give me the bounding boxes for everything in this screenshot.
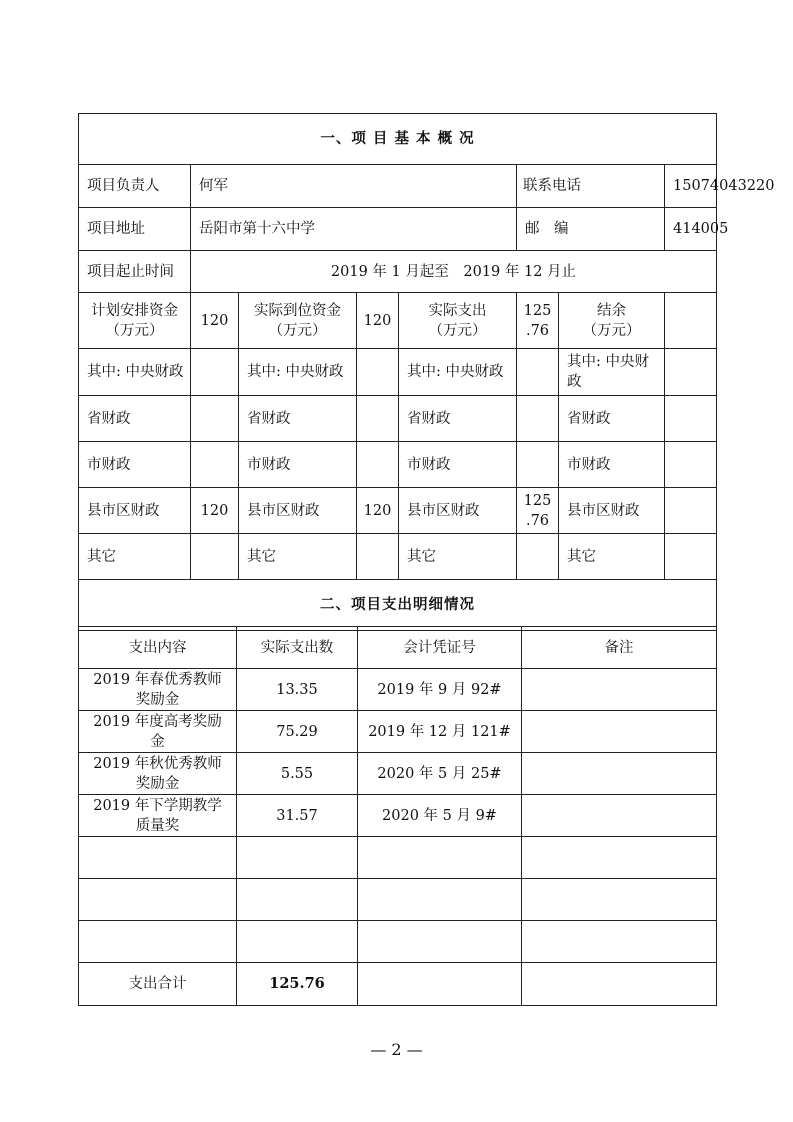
spent-amount bbox=[517, 534, 559, 580]
expense-content-line1: 2019 年春优秀教师 bbox=[93, 671, 222, 688]
expense-content-line1: 2019 年度高考奖励 bbox=[93, 713, 222, 730]
funds-source-label: 市财政 bbox=[559, 442, 665, 488]
funds-source-label: 其中: 中央财政 bbox=[399, 349, 517, 396]
spent-amount bbox=[517, 396, 559, 442]
balance-value bbox=[665, 293, 717, 349]
received-amount bbox=[357, 442, 399, 488]
expense-amount bbox=[237, 879, 358, 921]
total-row bbox=[79, 963, 717, 1006]
section1-title: 一、项 目 基 本 概 况 bbox=[79, 114, 717, 165]
phone-label-text: 联系电话 bbox=[523, 178, 581, 194]
expense-amount: 75.29 bbox=[237, 711, 358, 753]
expense-content bbox=[79, 753, 237, 795]
funds-source-label: 省财政 bbox=[559, 396, 665, 442]
project-overview-table bbox=[78, 113, 775, 631]
total-label: 支出合计 bbox=[79, 963, 237, 1006]
expense-amount: 13.35 bbox=[237, 669, 358, 711]
table-row bbox=[79, 669, 717, 711]
funds-row-province bbox=[79, 396, 717, 442]
expense-amount bbox=[237, 837, 358, 879]
expense-content-line1: 2019 年下学期教学 bbox=[93, 797, 222, 814]
spent-amount-line1: 125 bbox=[523, 492, 552, 509]
total-note-empty bbox=[522, 963, 717, 1006]
expense-note bbox=[522, 921, 717, 963]
received-amount bbox=[357, 396, 399, 442]
funds-source-label: 市财政 bbox=[239, 442, 357, 488]
spent-funds-value-line2: .76 bbox=[525, 322, 550, 339]
planned-amount bbox=[191, 349, 239, 396]
expense-amount: 5.55 bbox=[237, 753, 358, 795]
funds-source-label: 市财政 bbox=[79, 442, 191, 488]
table-row bbox=[79, 711, 717, 753]
column-header: 实际支出数 bbox=[237, 627, 358, 669]
period-label: 项目起止时间 bbox=[79, 251, 191, 293]
spent-funds-value-line1: 125 bbox=[523, 302, 552, 319]
expense-amount bbox=[237, 921, 358, 963]
voucher-number bbox=[358, 879, 522, 921]
leader-value: 何军 bbox=[191, 165, 517, 208]
expense-note bbox=[522, 795, 717, 837]
planned-amount: 120 bbox=[191, 488, 239, 534]
postcode-label: 邮 编 bbox=[517, 208, 665, 251]
voucher-number bbox=[358, 921, 522, 963]
funds-source-label: 县市区财政 bbox=[239, 488, 357, 534]
column-header: 会计凭证号 bbox=[358, 627, 522, 669]
section2-title: 二、项目支出明细情况 bbox=[79, 580, 717, 631]
funds-source-label: 其中: 中央财政 bbox=[239, 349, 357, 396]
expense-content-line2: 奖励金 bbox=[135, 691, 180, 708]
received-amount bbox=[357, 534, 399, 580]
balance-label bbox=[559, 293, 665, 349]
received-funds-label-line1: 实际到位资金 bbox=[254, 302, 341, 319]
funds-source-label: 省财政 bbox=[239, 396, 357, 442]
funds-source-label: 市财政 bbox=[399, 442, 517, 488]
funds-source-label: 省财政 bbox=[399, 396, 517, 442]
received-funds-label bbox=[239, 293, 357, 349]
voucher-number bbox=[358, 837, 522, 879]
postcode-value: 414005 bbox=[665, 208, 717, 251]
balance-amount bbox=[665, 349, 717, 396]
period-value: 2019 年 1 月起至 2019 年 12 月止 bbox=[191, 251, 717, 293]
funds-source-label: 其它 bbox=[399, 534, 517, 580]
spent-amount-line2: .76 bbox=[525, 512, 550, 529]
planned-funds-label-line2: （万元） bbox=[105, 322, 164, 339]
table-row bbox=[79, 879, 717, 921]
balance-label-line1: 结余 bbox=[597, 302, 626, 319]
balance-label-line2: （万元） bbox=[582, 322, 641, 339]
balance-amount bbox=[665, 442, 717, 488]
received-amount bbox=[357, 349, 399, 396]
expense-note bbox=[522, 837, 717, 879]
expense-note bbox=[522, 753, 717, 795]
page-number: — 2 — bbox=[370, 1040, 423, 1059]
funds-source-label: 县市区财政 bbox=[399, 488, 517, 534]
expense-note bbox=[522, 879, 717, 921]
expense-content bbox=[79, 837, 237, 879]
funds-source-label: 其中: 中央财政 bbox=[79, 349, 191, 396]
spent-funds-value bbox=[517, 293, 559, 349]
voucher-number: 2019 年 12 月 121# bbox=[358, 711, 522, 753]
planned-funds-value: 120 bbox=[191, 293, 239, 349]
table-header-row bbox=[79, 627, 717, 669]
column-header: 支出内容 bbox=[79, 627, 237, 669]
funds-source-label: 其它 bbox=[559, 534, 665, 580]
expense-note bbox=[522, 669, 717, 711]
voucher-number: 2020 年 5 月 9# bbox=[358, 795, 522, 837]
table-row bbox=[79, 837, 717, 879]
spent-funds-label bbox=[399, 293, 517, 349]
expense-content-line2: 金 bbox=[150, 733, 165, 750]
expense-content bbox=[79, 795, 237, 837]
expense-content bbox=[79, 921, 237, 963]
expense-content-line1: 2019 年秋优秀教师 bbox=[93, 755, 222, 772]
funds-source-label: 其它 bbox=[239, 534, 357, 580]
balance-amount bbox=[665, 534, 717, 580]
expense-content-line2: 奖励金 bbox=[135, 775, 180, 792]
funds-source-label: 其中: 中央财政 bbox=[559, 349, 665, 396]
column-header: 备注 bbox=[522, 627, 717, 669]
expense-content bbox=[79, 879, 237, 921]
table-row bbox=[79, 753, 717, 795]
address-value: 岳阳市第十六中学 bbox=[191, 208, 517, 251]
planned-amount bbox=[191, 534, 239, 580]
total-value: 125.76 bbox=[237, 963, 358, 1006]
spent-amount bbox=[517, 442, 559, 488]
funds-source-label: 其它 bbox=[79, 534, 191, 580]
spent-amount bbox=[517, 488, 559, 534]
spent-funds-label-line2: （万元） bbox=[428, 322, 487, 339]
planned-amount bbox=[191, 442, 239, 488]
funds-row-city bbox=[79, 442, 717, 488]
planned-funds-label-line1: 计划安排资金 bbox=[91, 302, 178, 319]
voucher-number: 2019 年 9 月 92# bbox=[358, 669, 522, 711]
spent-funds-label-line1: 实际支出 bbox=[428, 302, 487, 319]
expense-content bbox=[79, 669, 237, 711]
balance-amount bbox=[665, 396, 717, 442]
funds-row-county bbox=[79, 488, 717, 534]
funds-source-label: 省财政 bbox=[79, 396, 191, 442]
received-funds-label-line2: （万元） bbox=[268, 322, 327, 339]
expense-content-line2: 质量奖 bbox=[135, 817, 180, 834]
spent-amount bbox=[517, 349, 559, 396]
voucher-number: 2020 年 5 月 25# bbox=[358, 753, 522, 795]
funds-row-central bbox=[79, 349, 717, 396]
planned-funds-label bbox=[79, 293, 191, 349]
balance-amount bbox=[665, 488, 717, 534]
table-row bbox=[79, 921, 717, 963]
expense-amount: 31.57 bbox=[237, 795, 358, 837]
phone-label bbox=[517, 165, 665, 208]
phone-value: 15074043220 bbox=[665, 165, 717, 208]
address-label: 项目地址 bbox=[79, 208, 191, 251]
funds-row-other bbox=[79, 534, 717, 580]
expenditure-detail-table bbox=[78, 626, 717, 1006]
leader-label: 项目负责人 bbox=[79, 165, 191, 208]
expense-note bbox=[522, 711, 717, 753]
received-amount: 120 bbox=[357, 488, 399, 534]
funds-source-label: 县市区财政 bbox=[559, 488, 665, 534]
planned-amount bbox=[191, 396, 239, 442]
table-row bbox=[79, 795, 717, 837]
expense-content bbox=[79, 711, 237, 753]
funds-source-label: 县市区财政 bbox=[79, 488, 191, 534]
received-funds-value: 120 bbox=[357, 293, 399, 349]
total-voucher-empty bbox=[358, 963, 522, 1006]
